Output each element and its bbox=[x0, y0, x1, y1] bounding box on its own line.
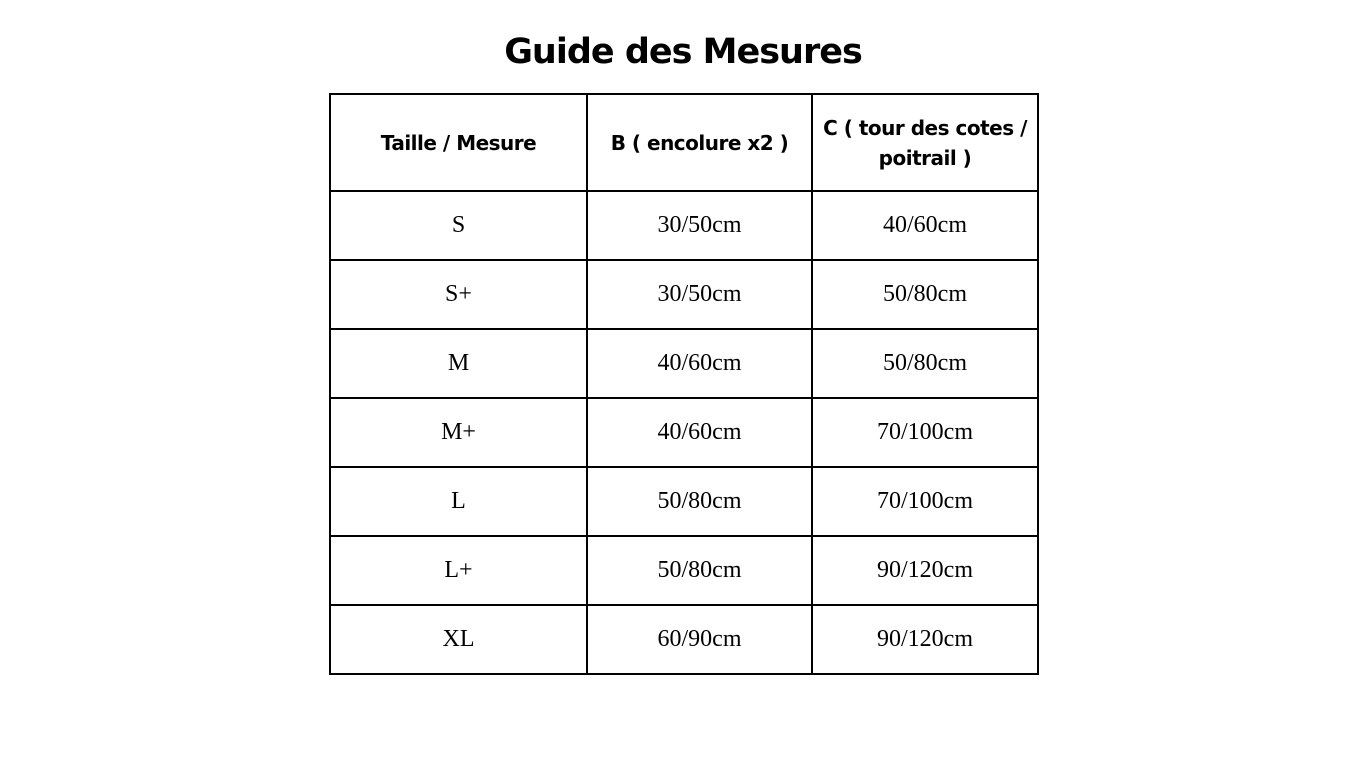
cell-neck: 40/60cm bbox=[587, 398, 812, 467]
cell-size: S+ bbox=[330, 260, 587, 329]
cell-size: L bbox=[330, 467, 587, 536]
cell-size: XL bbox=[330, 605, 587, 674]
header-chest: C ( tour des cotes / poitrail ) bbox=[812, 94, 1038, 191]
table-row bbox=[330, 260, 1038, 329]
page-title: Guide des Mesures bbox=[504, 32, 862, 72]
cell-size: S bbox=[330, 191, 587, 260]
cell-chest: 70/100cm bbox=[812, 467, 1038, 536]
size-table bbox=[329, 93, 1039, 675]
cell-chest: 50/80cm bbox=[812, 329, 1038, 398]
table-row bbox=[330, 536, 1038, 605]
table-row bbox=[330, 467, 1038, 536]
table-row bbox=[330, 329, 1038, 398]
cell-chest: 50/80cm bbox=[812, 260, 1038, 329]
cell-chest: 40/60cm bbox=[812, 191, 1038, 260]
cell-neck: 50/80cm bbox=[587, 467, 812, 536]
cell-chest: 90/120cm bbox=[812, 605, 1038, 674]
header-size: Taille / Mesure bbox=[330, 94, 587, 191]
cell-chest: 70/100cm bbox=[812, 398, 1038, 467]
cell-neck: 50/80cm bbox=[587, 536, 812, 605]
cell-size: M bbox=[330, 329, 587, 398]
cell-size: M+ bbox=[330, 398, 587, 467]
table-header-row bbox=[330, 94, 1038, 191]
cell-neck: 60/90cm bbox=[587, 605, 812, 674]
cell-size: L+ bbox=[330, 536, 587, 605]
table-row bbox=[330, 191, 1038, 260]
header-neck: B ( encolure x2 ) bbox=[587, 94, 812, 191]
cell-neck: 40/60cm bbox=[587, 329, 812, 398]
cell-chest: 90/120cm bbox=[812, 536, 1038, 605]
table-row bbox=[330, 605, 1038, 674]
cell-neck: 30/50cm bbox=[587, 260, 812, 329]
table-row bbox=[330, 398, 1038, 467]
cell-neck: 30/50cm bbox=[587, 191, 812, 260]
